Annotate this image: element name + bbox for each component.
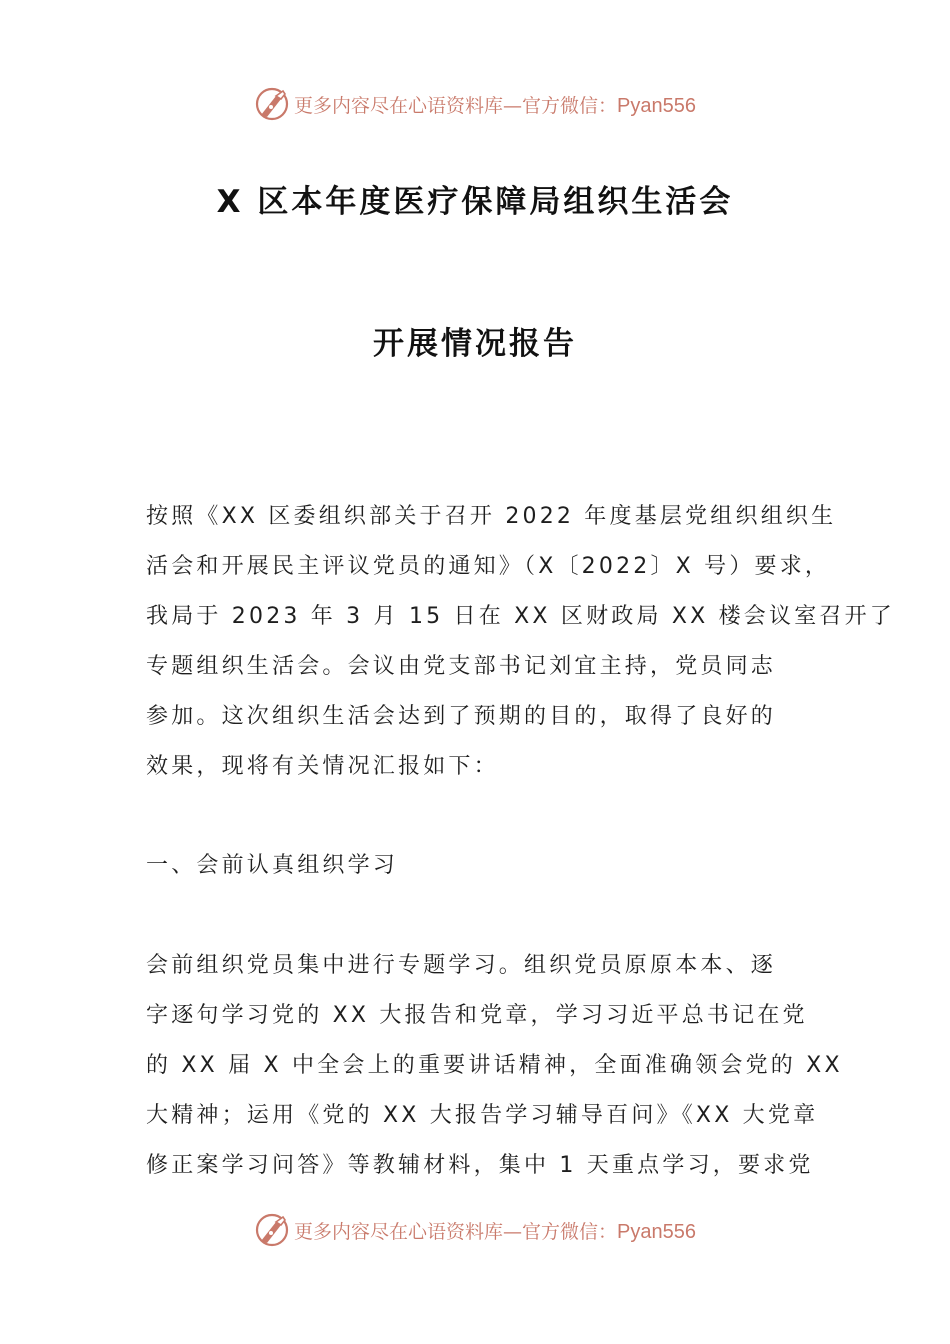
- paragraph-line: 按照《XX 区委组织部关于召开 2022 年度基层党组织组织生: [146, 504, 837, 529]
- document-title-line-2: 开展情况报告: [373, 326, 577, 362]
- pen-nib-logo-icon: [254, 86, 290, 122]
- section-heading-text: 一、会前认真组织学习: [146, 853, 399, 878]
- paragraph-line: 的 XX 届 X 中全会上的重要讲话精神，全面准确领会党的 XX: [146, 1053, 843, 1078]
- paragraph-line: 活会和开展民主评议党员的通知》（X〔2022〕X 号）要求，: [146, 554, 831, 579]
- wechat-id: Pyan556: [617, 1220, 696, 1243]
- paragraph-line: 我局于 2023 年 3 月 15 日在 XX 区财政局 XX 楼会议室召开了: [146, 604, 895, 629]
- section-heading: [146, 841, 816, 891]
- pen-nib-logo-icon: [254, 1212, 290, 1248]
- paragraph-line: 专题组织生活会。会议由党支部书记刘宜主持，党员同志: [146, 654, 777, 679]
- paragraph-line: 效果，现将有关情况汇报如下：: [146, 754, 499, 779]
- watermark-text: 更多内容尽在心语资料库—官方微信：Pyan556: [294, 1220, 696, 1243]
- watermark-banner-bottom: [0, 1208, 950, 1252]
- wechat-id: Pyan556: [617, 94, 696, 117]
- paragraph-line: 修正案学习问答》等教辅材料，集中 1 天重点学习，要求党: [146, 1153, 814, 1178]
- body-paragraph: [146, 941, 843, 1191]
- watermark-banner-top: [0, 82, 950, 126]
- watermark-text: 更多内容尽在心语资料库—官方微信：Pyan556: [294, 94, 696, 117]
- paragraph-line: 字逐句学习党的 XX 大报告和党章，学习习近平总书记在党: [146, 1003, 808, 1028]
- paragraph-line: 大精神；运用《党的 XX 大报告学习辅导百问》《XX 大党章: [146, 1103, 819, 1128]
- paragraph-line: 参加。这次组织生活会达到了预期的目的，取得了良好的: [146, 704, 777, 729]
- document-title-line-1: X 区本年度医疗保障局组织生活会: [216, 184, 734, 220]
- paragraph-line: 会前组织党员集中进行专题学习。组织党员原原本本、逐: [146, 953, 777, 978]
- intro-paragraph: [146, 492, 895, 792]
